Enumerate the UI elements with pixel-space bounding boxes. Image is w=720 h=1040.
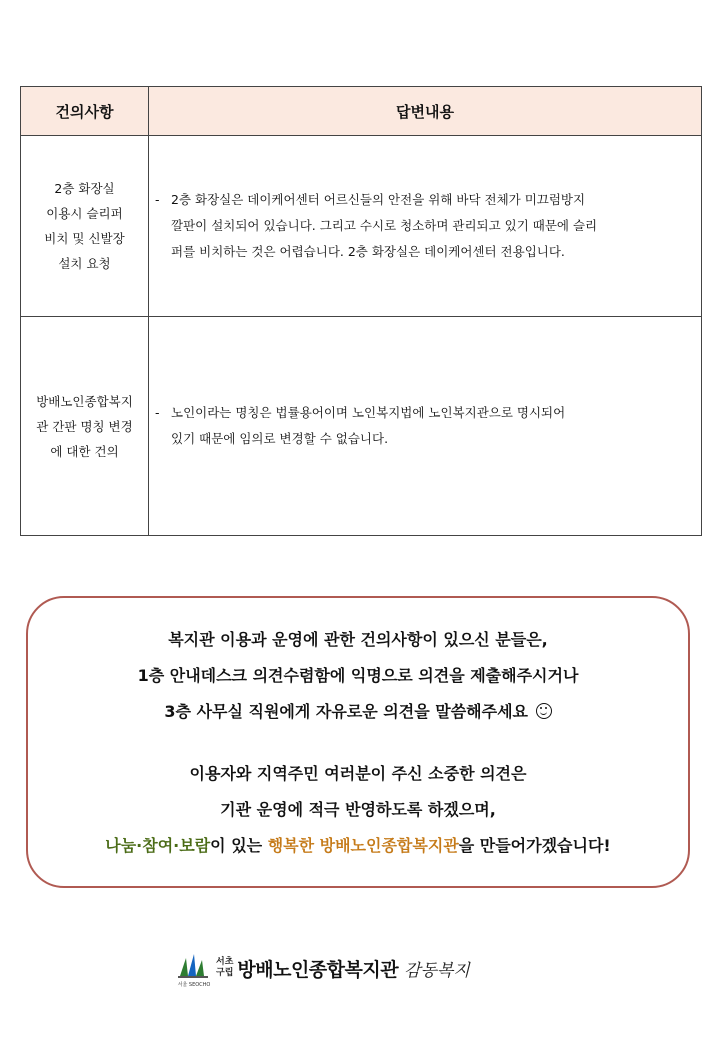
answer-content: [149, 317, 702, 536]
topic-line: 방배노인종합복지: [36, 393, 133, 409]
emblem-caption: 서울 SEOCHO: [177, 982, 211, 988]
notice-text: 을 만들어가겠습니다!: [458, 836, 611, 855]
district-line: 서초: [216, 957, 234, 967]
notice-box: [26, 596, 690, 888]
answer-item: [155, 400, 697, 452]
district-label: [216, 957, 233, 979]
suggestion-topic: [21, 317, 149, 536]
answer-content: [149, 136, 702, 317]
notice-line: [28, 694, 688, 730]
notice-text: 이 있는: [210, 836, 268, 855]
notice-line: 1층 안내데스크 의견수렴함에 익명으로 의견을 제출해주시거나: [137, 666, 579, 685]
suggestion-table: [20, 86, 702, 536]
topic-line: 2층 화장실: [54, 181, 115, 196]
notice-line: 복지관 이용과 운영에 관한 건의사항이 있으신 분들은,: [168, 630, 548, 649]
answer-text: [171, 187, 697, 265]
dash-bullet: -: [155, 405, 160, 420]
header-answer: 답변내용: [149, 87, 702, 136]
org-logo: [176, 948, 536, 988]
notice-line: 기관 운영에 적극 반영하도록 하겠으며,: [220, 800, 496, 819]
answer-text: [171, 400, 697, 452]
notice-line: 이용자와 지역주민 여러분이 주신 소중한 의견은: [189, 764, 527, 783]
topic-line: 비치 및 신발장: [44, 231, 125, 246]
notice-closing-line: [28, 828, 688, 864]
org-name: 방배노인종합복지관: [237, 958, 399, 981]
topic-line: 설치 요청: [58, 256, 111, 271]
header-suggestion: 건의사항: [21, 87, 149, 136]
highlight-values: 나눔·참여·보람: [105, 836, 211, 855]
answer-item: [155, 187, 697, 265]
table-row: [21, 317, 702, 536]
topic-line: 관 간판 명칭 변경: [36, 418, 133, 434]
answer-line: 있기 때문에 임의로 변경할 수 없습니다.: [171, 431, 389, 446]
notice-text: 3층 사무실 직원에게 자유로운 의견을 말씀해주세요: [164, 702, 528, 721]
table-row: [21, 136, 702, 317]
topic-line: 에 대한 건의: [50, 443, 119, 459]
answer-line: 깔판이 설치되어 있습니다. 그리고 수시로 청소하며 관리되고 있기 때문에 슬리: [171, 218, 598, 233]
smiley-icon: [536, 703, 552, 719]
answer-line: 퍼를 비치하는 것은 어렵습니다. 2층 화장실은 데이케어센터 전용입니다.: [171, 244, 565, 259]
highlight-org: 행복한 방배노인종합복지관: [267, 836, 459, 855]
dash-bullet: -: [155, 192, 160, 207]
answer-line: 2층 화장실은 데이케어센터 어르신들의 안전을 위해 바닥 전체가 미끄럼방지: [171, 192, 586, 207]
slogan: 감동복지: [404, 960, 470, 981]
seocho-emblem-icon: [176, 950, 212, 986]
suggestion-topic: [21, 136, 149, 317]
district-line: 구립: [216, 968, 234, 978]
answer-line: 노인이라는 명칭은 법률용어이며 노인복지법에 노인복지관으로 명시되어: [171, 405, 566, 420]
topic-line: 이용시 슬리퍼: [46, 206, 123, 221]
